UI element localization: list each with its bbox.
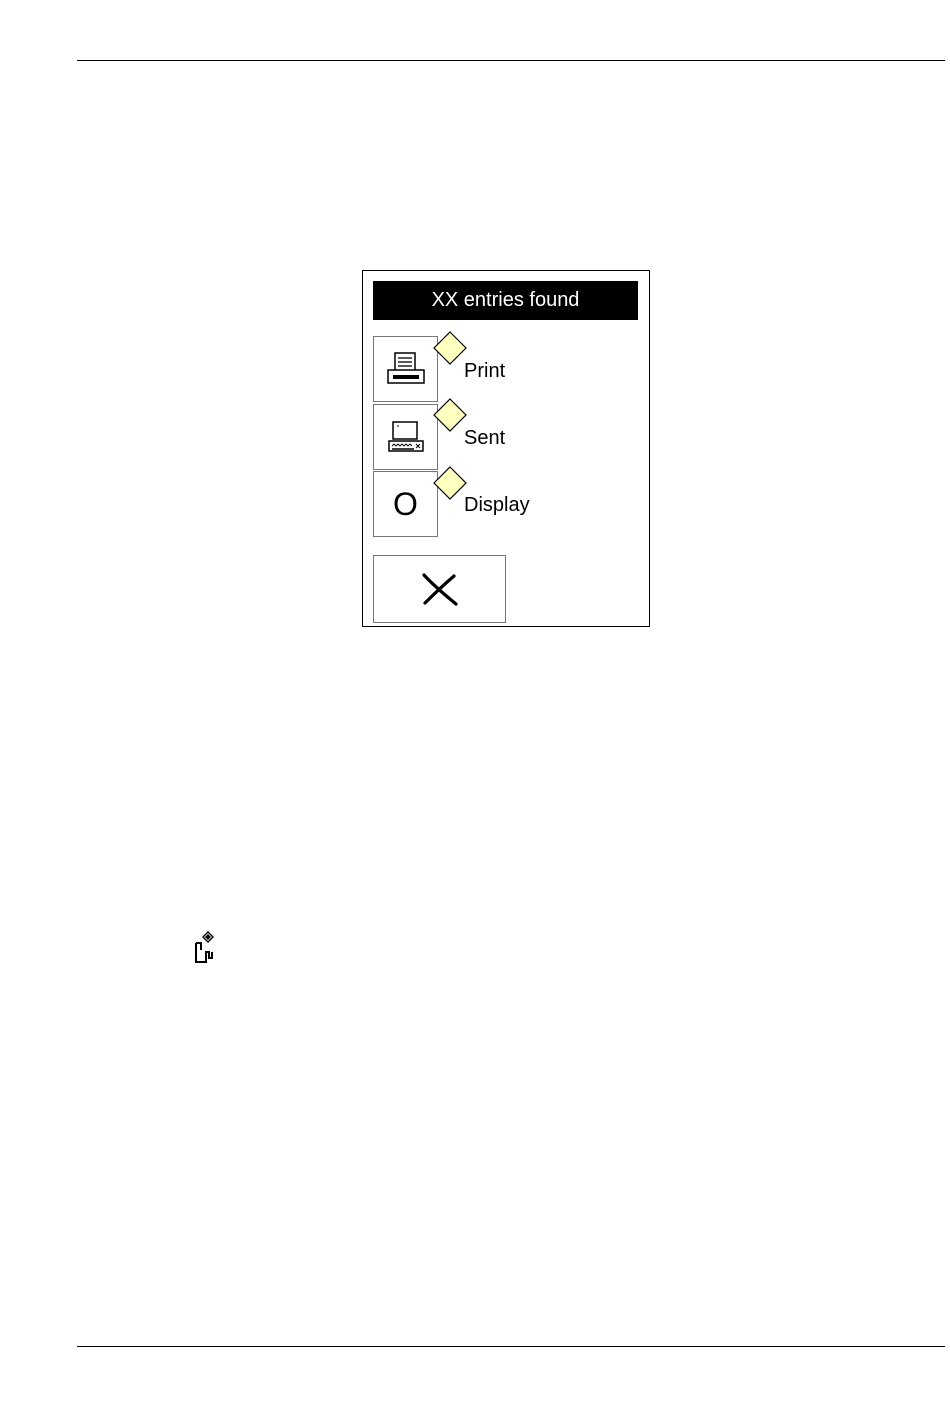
cancel-button[interactable] [373, 555, 506, 623]
display-button[interactable] [373, 471, 438, 537]
hand-pointer-icon [190, 930, 222, 966]
sent-label: Sent [464, 427, 506, 449]
callout-marker [433, 398, 467, 432]
callout-marker [433, 466, 467, 500]
display-label: Display [464, 494, 530, 516]
printer-icon [386, 351, 426, 387]
entries-found-dialog [362, 270, 650, 627]
footer-rule [77, 1346, 945, 1347]
header-rule [77, 60, 945, 61]
dialog-title: XX entries found [373, 281, 638, 320]
print-label: Print [464, 360, 506, 382]
close-icon [420, 572, 460, 606]
sent-button[interactable] [373, 404, 438, 470]
computer-icon [386, 419, 426, 455]
circle-icon: O [393, 486, 418, 522]
callout-marker [433, 331, 467, 365]
print-button[interactable] [373, 336, 438, 402]
